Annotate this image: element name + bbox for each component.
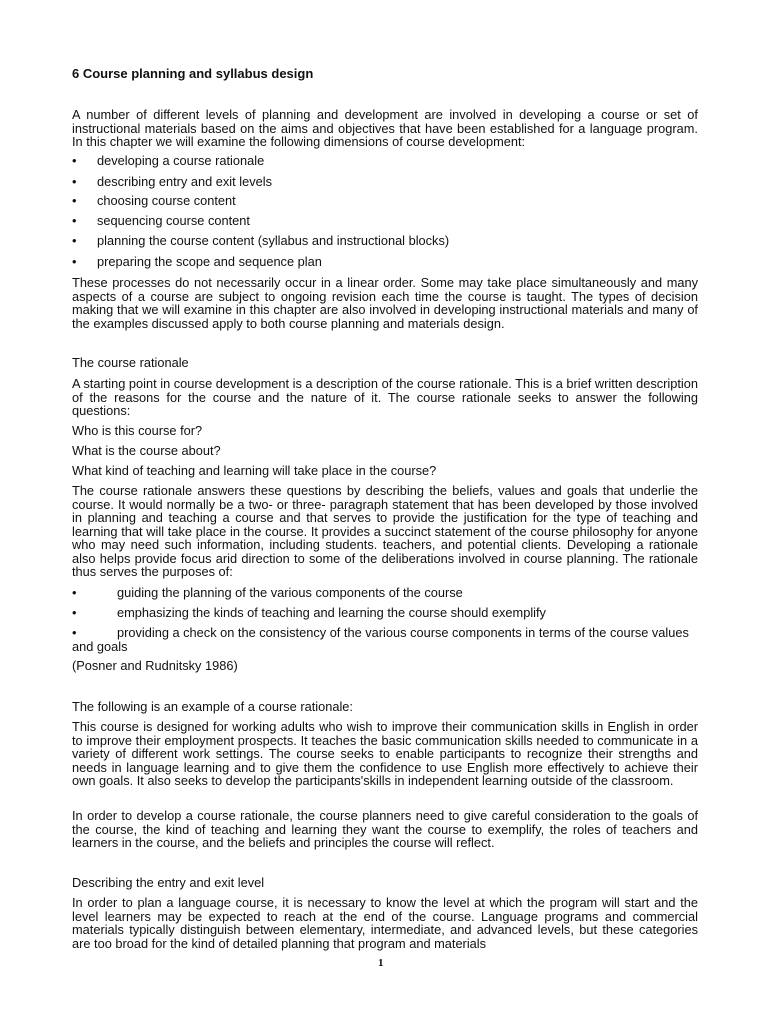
list-item-text: sequencing course content bbox=[97, 213, 250, 228]
page-number: 1 bbox=[378, 957, 384, 969]
list-item-text: describing entry and exit levels bbox=[97, 174, 272, 189]
processes-paragraph: These processes do not necessarily occur in a linear order. Some may take place simultaneously and many aspects of a course are subject to ongoing revision each time the course is taught. The types of decision making that we will examine in this chapter are also involved in developing instructional materials and many of the examples discussed apply to both course planning and materials design. bbox=[72, 275, 698, 331]
list-item-text: emphasizing the kinds of teaching and learning the course should exemplify bbox=[117, 605, 546, 620]
section-heading-rationale: The course rationale bbox=[72, 355, 189, 370]
question-line: Who is this course for? bbox=[72, 423, 203, 438]
list-item-text: developing a course rationale bbox=[97, 153, 265, 168]
list-item-text: choosing course content bbox=[97, 193, 236, 208]
bullet-icon: • bbox=[72, 213, 77, 228]
list-item-text: guiding the planning of the various components of the course bbox=[117, 585, 463, 600]
bullet-icon: • bbox=[72, 605, 77, 620]
bullet-icon: • bbox=[72, 193, 77, 208]
list-item-text: preparing the scope and sequence plan bbox=[97, 254, 322, 269]
question-line: What kind of teaching and learning will take place in the course? bbox=[72, 463, 437, 478]
bullet-icon: • bbox=[72, 254, 77, 269]
bullet-icon: • bbox=[72, 233, 77, 248]
bullet-icon: • bbox=[72, 585, 77, 600]
list-item-text: planning the course content (syllabus and instructional blocks) bbox=[97, 233, 450, 248]
example-intro: The following is an example of a course rationale: bbox=[72, 699, 353, 714]
intro-paragraph: A number of different levels of planning and development are involved in developing a course or set of instructional materials based on the aims and objectives that have been established for a language program. In this chapter we will examine the following dimensions of course development: bbox=[72, 107, 698, 149]
example-paragraph: This course is designed for working adults who wish to improve their communication skills in English in order to improve their employment prospects. It teaches the basic communication skills needed to communicate in a variety of different work settings. The course seeks to enable participants to recognize their strengths and needs in language learning and to give them the confidence to use English more effectively to achieve their own goals. It also seeks to develop the participants'skills in independent learning outside of the classroom. bbox=[72, 719, 698, 788]
list-item-text: providing a check on the consistency of the various course components in terms of the course values and goals bbox=[72, 625, 689, 654]
page-title: 6 Course planning and syllabus design bbox=[72, 66, 314, 81]
bullet-icon: • bbox=[72, 153, 77, 168]
develop-paragraph: In order to develop a course rationale, the course planners need to give careful consideration to the goals of the course, the kind of teaching and learning they want the course to exemplify, the roles of teachers and learners in the course, and the beliefs and principles the course will reflect. bbox=[72, 808, 698, 850]
question-line: What is the course about? bbox=[72, 443, 221, 458]
list-item bbox=[72, 626, 698, 653]
citation: (Posner and Rudnitsky 1986) bbox=[72, 658, 238, 673]
rationale-intro-paragraph: A starting point in course development is a description of the course rationale. This is a brief written description of the reasons for the course and the nature of it. The course rationale seeks to answer the following questions: bbox=[72, 376, 698, 418]
bullet-icon: • bbox=[72, 625, 77, 640]
section-heading-entry-exit: Describing the entry and exit level bbox=[72, 875, 265, 890]
entry-paragraph: In order to plan a language course, it is necessary to know the level at which the program will start and the level learners may be expected to reach at the end of the course. Language programs and commercial materials typically distinguish between elementary, intermediate, and advanced levels, but these categories are too broad for the kind of detailed planning that program and materials bbox=[72, 895, 698, 951]
rationale-answer-paragraph: The course rationale answers these questions by describing the beliefs, values and goals that underlie the course. It would normally be a two- or three- paragraph statement that has been developed by those involved in planning and teaching a course and that serves to provide the justification for the type of teaching and learning that will take place in the course. It provides a succinct statement of the course philosophy for anyone who may need such information, including students. teachers, and potential clients. Developing a rationale also helps provide focus arid direction to some of the deliberations involved in course planning. The rationale thus serves the purposes of: bbox=[72, 483, 698, 579]
bullet-icon: • bbox=[72, 174, 77, 189]
